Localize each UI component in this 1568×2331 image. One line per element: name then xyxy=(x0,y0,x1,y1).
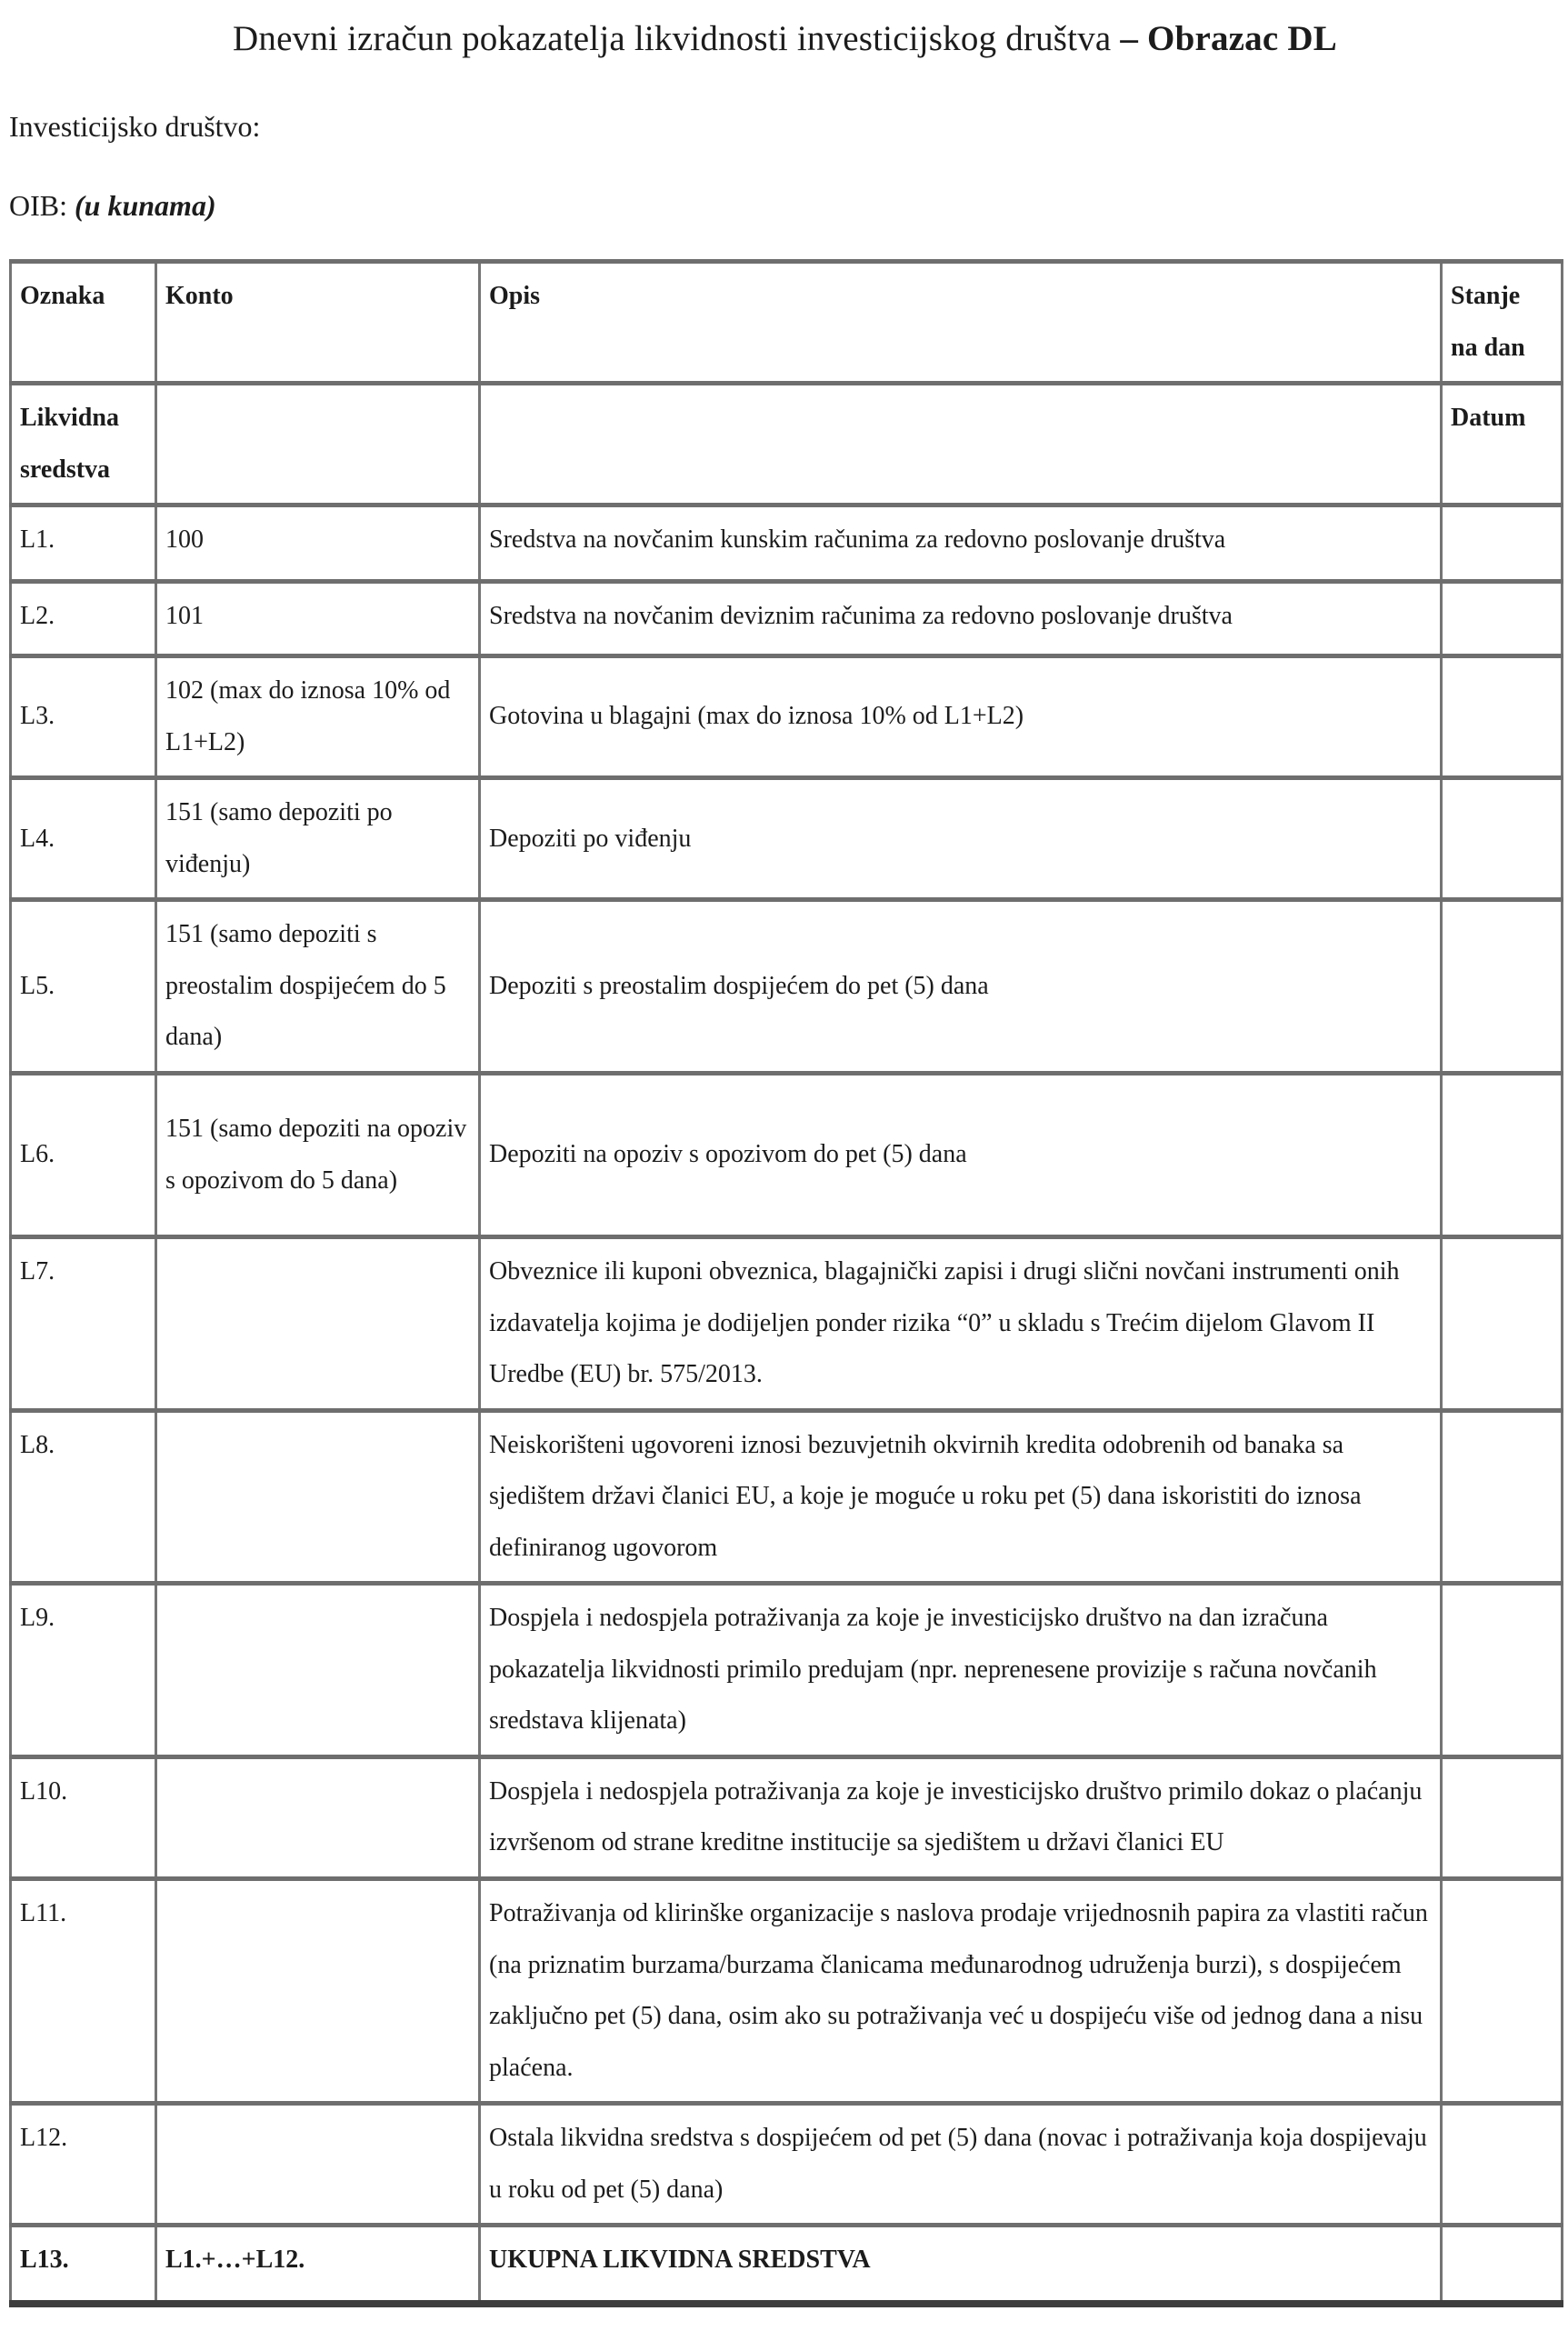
cell-konto: 151 (samo depoziti s preostalim dospijećem do 5 dana) xyxy=(156,900,480,1074)
cell-oznaka: L13. xyxy=(11,2226,156,2304)
cell-stanje xyxy=(1442,1410,1563,1584)
header-stanje-na-dan: Stanje na dan xyxy=(1442,262,1563,384)
cell-opis: Depoziti po viđenju xyxy=(480,778,1442,900)
cell-oznaka: L8. xyxy=(11,1410,156,1584)
company-label: Investicijsko društvo: xyxy=(9,110,261,143)
table-row xyxy=(11,656,1563,778)
table-row xyxy=(11,1879,1563,2104)
header-oznaka: Oznaka xyxy=(11,262,156,384)
cell-opis: Depoziti na opoziv s opozivom do pet (5) dana xyxy=(480,1074,1442,1237)
cell-konto xyxy=(156,1879,480,2104)
cell-oznaka: L4. xyxy=(11,778,156,900)
cell-stanje xyxy=(1442,1756,1563,1878)
cell-oznaka: L12. xyxy=(11,2104,156,2226)
cell-konto xyxy=(156,2104,480,2226)
subheader-likvidna-sredstva: Likvidna sredstva xyxy=(11,384,156,505)
page-title-bold: – Obrazac DL xyxy=(1120,19,1337,58)
table-row xyxy=(11,1074,1563,1237)
cell-konto: 102 (max do iznosa 10% od L1+L2) xyxy=(156,656,480,778)
cell-stanje xyxy=(1442,1879,1563,2104)
cell-stanje xyxy=(1442,1237,1563,1411)
subheader-opis-empty xyxy=(480,384,1442,505)
subheader-datum: Datum xyxy=(1442,384,1563,505)
cell-opis: Sredstva na novčanim kunskim računima za redovno poslovanje društva xyxy=(480,505,1442,582)
cell-konto: 101 xyxy=(156,582,480,656)
cell-oznaka: L6. xyxy=(11,1074,156,1237)
cell-konto: L1.+…+L12. xyxy=(156,2226,480,2304)
table-row xyxy=(11,1237,1563,1411)
cell-opis: Ostala likvidna sredstva s dospijećem od pet (5) dana (novac i potraživanja koja dospijevaju u roku od pet (5) dana) xyxy=(480,2104,1442,2226)
cell-konto xyxy=(156,1237,480,1411)
cell-konto: 151 (samo depoziti po viđenju) xyxy=(156,778,480,900)
cell-konto xyxy=(156,1410,480,1584)
table-row xyxy=(11,1410,1563,1584)
cell-opis: Potraživanja od klirinške organizacije s naslova prodaje vrijednosnih papira za vlastiti račun (na priznatim burzama/burzama članicama međunarodnog udruženja burzi), s dospijećem zaključno pet (5) dana, osim ako su potraživanja već u dospijeću više od jednog dana a nisu plaćena. xyxy=(480,1879,1442,2104)
cell-opis: Obveznice ili kuponi obveznica, blagajnički zapisi i drugi slični novčani instrumenti onih izdavatelja kojima je dodijeljen ponder rizika “0” u skladu s Trećim dijelom Glavom II Uredbe (EU) br. 575/2013. xyxy=(480,1237,1442,1411)
cell-oznaka: L1. xyxy=(11,505,156,582)
header-opis: Opis xyxy=(480,262,1442,384)
liquidity-table xyxy=(9,259,1563,2307)
table-row xyxy=(11,778,1563,900)
cell-konto: 151 (samo depoziti na opoziv s opozivom do 5 dana) xyxy=(156,1074,480,1237)
cell-stanje xyxy=(1442,1584,1563,1757)
cell-opis: Dospjela i nedospjela potraživanja za koje je investicijsko društvo primilo dokaz o plaćanju izvršenom od strane kreditne institucije sa sjedištem u državi članici EU xyxy=(480,1756,1442,1878)
table-row xyxy=(11,900,1563,1074)
table-row xyxy=(11,2104,1563,2226)
cell-opis: Neiskorišteni ugovoreni iznosi bezuvjetnih okvirnih kredita odobrenih od banaka sa sjedištem državi članici EU, a koje je moguće u roku pet (5) dana iskoristiti do iznosa definiranog ugovorom xyxy=(480,1410,1442,1584)
table-row xyxy=(11,1756,1563,1878)
cell-konto xyxy=(156,1756,480,1878)
cell-opis: Gotovina u blagajni (max do iznosa 10% od L1+L2) xyxy=(480,656,1442,778)
cell-stanje xyxy=(1442,656,1563,778)
table-row xyxy=(11,582,1563,656)
table-total-row xyxy=(11,2226,1563,2304)
currency-note: (u kunama) xyxy=(75,189,216,222)
table-row xyxy=(11,505,1563,582)
cell-oznaka: L2. xyxy=(11,582,156,656)
page-title-regular: Dnevni izračun pokazatelja likvidnosti investicijskog društva xyxy=(233,19,1121,58)
cell-oznaka: L3. xyxy=(11,656,156,778)
subheader-konto-empty xyxy=(156,384,480,505)
cell-oznaka: L5. xyxy=(11,900,156,1074)
oib-line xyxy=(9,189,1561,223)
table-subheader-row xyxy=(11,384,1563,505)
cell-konto xyxy=(156,1584,480,1757)
cell-stanje xyxy=(1442,1074,1563,1237)
cell-stanje xyxy=(1442,582,1563,656)
cell-stanje xyxy=(1442,2104,1563,2226)
cell-opis: Sredstva na novčanim deviznim računima za redovno poslovanje društva xyxy=(480,582,1442,656)
table-row xyxy=(11,1584,1563,1757)
cell-stanje xyxy=(1442,505,1563,582)
page-title xyxy=(9,18,1561,59)
cell-stanje xyxy=(1442,778,1563,900)
cell-oznaka: L10. xyxy=(11,1756,156,1878)
cell-stanje xyxy=(1442,2226,1563,2304)
oib-label: OIB: xyxy=(9,189,67,222)
cell-oznaka: L11. xyxy=(11,1879,156,2104)
cell-opis: Dospjela i nedospjela potraživanja za koje je investicijsko društvo na dan izračuna pokazatelja likvidnosti primilo predujam (npr. neprenesene provizije s računa novčanih sredstava klijenata) xyxy=(480,1584,1442,1757)
cell-oznaka: L7. xyxy=(11,1237,156,1411)
cell-opis: Depoziti s preostalim dospijećem do pet (5) dana xyxy=(480,900,1442,1074)
header-konto: Konto xyxy=(156,262,480,384)
cell-opis: UKUPNA LIKVIDNA SREDSTVA xyxy=(480,2226,1442,2304)
cell-konto: 100 xyxy=(156,505,480,582)
table-header-row xyxy=(11,262,1563,384)
cell-oznaka: L9. xyxy=(11,1584,156,1757)
cell-stanje xyxy=(1442,900,1563,1074)
